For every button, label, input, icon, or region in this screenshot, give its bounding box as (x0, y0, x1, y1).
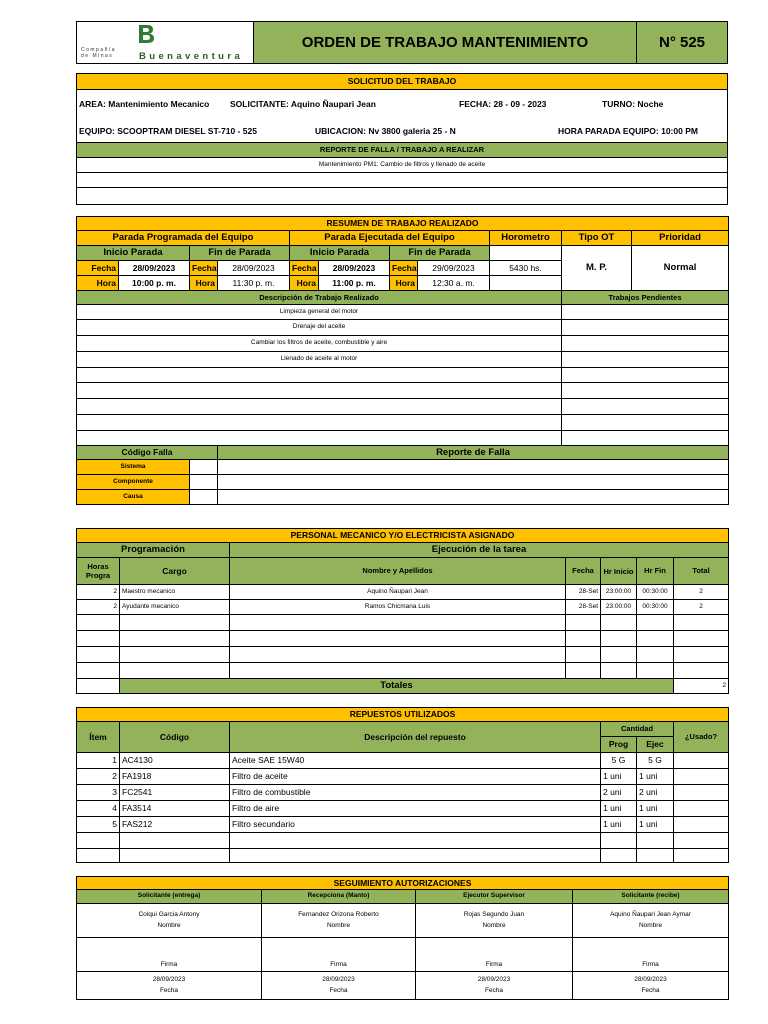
totales-value: 2 (674, 679, 729, 694)
reporte-line (77, 172, 727, 173)
role-recepciona: Recepciona (Manto) (262, 890, 416, 904)
header (76, 21, 728, 64)
personal-table (76, 528, 729, 694)
ejec-fin-fecha: 29/09/2023 (418, 261, 490, 276)
hr-inicio-header: Hr Inicio (601, 558, 637, 585)
trabajo-item: Llenado de aceite al motor (77, 352, 562, 368)
solicitud-section (76, 73, 728, 205)
fecha-label: Fecha (290, 261, 319, 276)
turno-field: TURNO: Noche (602, 99, 664, 109)
codigo-header: Código (120, 722, 230, 753)
ejec-inicio-header: Inicio Parada (290, 246, 390, 261)
cantidad-header: Cantidad (601, 722, 674, 737)
signature-field[interactable]: Firma (77, 938, 262, 972)
programacion-header: Programación (77, 543, 230, 558)
document-title: ORDEN DE TRABAJO MANTENIMIENTO (254, 22, 637, 63)
prog-header: Prog (601, 737, 637, 753)
table-row: 2 FA1918 Filtro de aceite 1 uni 1 uni (77, 769, 729, 785)
tipo-ot-header: Tipo OT (562, 231, 632, 246)
ejecucion-header: Ejecución de la tarea (230, 543, 729, 558)
horometro-header: Horometro (490, 231, 562, 246)
prog-fin-header: Fin de Parada (190, 246, 290, 261)
role-ejecutor: Ejecutor Supervisor (416, 890, 573, 904)
fecha-field: FECHA: 28 - 09 - 2023 (459, 99, 547, 109)
pendientes-header: Trabajos Pendientes (562, 291, 729, 305)
usado-header: ¿Usado? (674, 722, 729, 753)
total-header: Total (674, 558, 729, 585)
prog-inicio-header: Inicio Parada (77, 246, 190, 261)
ejec-fin-header: Fin de Parada (390, 246, 490, 261)
fecha-header: Fecha (566, 558, 601, 585)
fecha-label: Fecha (390, 261, 418, 276)
fecha-label: Fecha (77, 261, 119, 276)
seguimiento-table (76, 876, 729, 1000)
equipo-field: EQUIPO: SCOOPTRAM DIESEL ST-710 - 525 (79, 126, 257, 136)
solicitud-heading: SOLICITUD DEL TRABAJO (77, 74, 727, 90)
prog-fin-fecha: 28/09/2023 (218, 261, 290, 276)
prioridad-value: Normal (632, 246, 729, 291)
trabajo-item: Limpieza general del motor (77, 305, 562, 320)
signature-field[interactable]: Firma (573, 938, 729, 972)
componente-label: Componente (77, 475, 190, 490)
cargo-header: Cargo (120, 558, 230, 585)
signer-name: Colqui Garcia Antony Nombre (77, 904, 262, 938)
ejec-inicio-fecha: 28/09/2023 (319, 261, 390, 276)
ejec-fin-hora: 12:30 a. m. (418, 276, 490, 291)
prog-inicio-fecha: 28/09/2023 (119, 261, 190, 276)
programada-header: Parada Programada del Equipo (77, 231, 290, 246)
reporte-heading: REPORTE DE FALLA / TRABAJO A REALIZAR (77, 142, 727, 158)
tipo-ot-value: M. P. (562, 246, 632, 291)
company-small-text: Compañía de Minas (81, 47, 117, 59)
prog-inicio-hora: 10:00 p. m. (119, 276, 190, 291)
ejec-header: Ejec (637, 737, 674, 753)
hr-fin-header: Hr Fin (637, 558, 674, 585)
area-field: AREA: Mantenimiento Mecanico (79, 99, 210, 109)
brand-logo-icon (137, 24, 155, 44)
hora-label: Hora (77, 276, 119, 291)
seguimiento-heading: SEGUIMIENTO AUTORIZACIONES (77, 877, 729, 890)
nombre-header: Nombre y Apellidos (230, 558, 566, 585)
reporte-text: Mantenimiento PM1: Cambio de filtros y llenado de aceite (318, 161, 486, 168)
prioridad-header: Prioridad (632, 231, 729, 246)
ejecutada-header: Parada Ejecutada del Equipo (290, 231, 490, 246)
resumen-table (76, 216, 729, 505)
sign-date: 28/09/2023 Fecha (573, 972, 729, 1000)
signer-name: Aquino Ñaupari Jean Aymar Nombre (573, 904, 729, 938)
table-row: 2 Maestro mecanico Aquino Ñaupari Jean 28-Set 23:00:00 00:30:00 2 (77, 585, 729, 600)
table-row: 5 FAS212 Filtro secundario 1 uni 1 uni (77, 817, 729, 833)
hora-label: Hora (390, 276, 418, 291)
sign-date: 28/09/2023 Fecha (416, 972, 573, 1000)
codigo-falla-header: Código Falla (77, 446, 218, 460)
hora-label: Hora (190, 276, 218, 291)
role-solicitante-recibe: Solicitante (recibe) (573, 890, 729, 904)
logo-area (77, 22, 254, 63)
repuestos-table (76, 707, 729, 863)
item-header: Ítem (77, 722, 120, 753)
horometro-value: 5430 hs. (490, 261, 562, 276)
hora-label: Hora (290, 276, 319, 291)
table-row: 4 FA3514 Filtro de aire 1 uni 1 uni (77, 801, 729, 817)
descripcion-header: Descripción del repuesto (230, 722, 601, 753)
personal-heading: PERSONAL MECANICO Y/O ELECTRICISTA ASIGNADO (77, 529, 729, 543)
horometro-blank (490, 246, 562, 261)
role-solicitante-entrega: Solicitante (entrega) (77, 890, 262, 904)
reporte-line (77, 187, 727, 188)
totales-label: Totales (120, 679, 674, 694)
resumen-heading: RESUMEN DE TRABAJO REALIZADO (77, 217, 729, 231)
signature-field[interactable]: Firma (262, 938, 416, 972)
sistema-label: Sistema (77, 460, 190, 475)
order-number: N° 525 (637, 22, 727, 63)
table-row: 2 Ayudante mecanico Ramos Chicmana Luis 28-Set 23:00:00 00:30:00 2 (77, 600, 729, 615)
repuestos-heading: REPUESTOS UTILIZADOS (77, 708, 729, 722)
trabajo-item: Drenaje del aceite (77, 320, 562, 336)
causa-label: Causa (77, 490, 190, 505)
sign-date: 28/09/2023 Fecha (262, 972, 416, 1000)
table-row: 1 AC4130 Aceite SAE 15W40 5 G 5 G (77, 753, 729, 769)
horometro-blank (490, 276, 562, 291)
sign-date: 28/09/2023 Fecha (77, 972, 262, 1000)
prog-fin-hora: 11:30 p. m. (218, 276, 290, 291)
signature-field[interactable]: Firma (416, 938, 573, 972)
descripcion-header: Descripción de Trabajo Realizado (77, 291, 562, 305)
signer-name: Fernandez Orizona Roberto Nombre (262, 904, 416, 938)
table-row: 3 FC2541 Filtro de combustible 2 uni 2 uni (77, 785, 729, 801)
solicitante-field: SOLICITANTE: Aquino Ñaupari Jean (230, 99, 376, 109)
ubicacion-field: UBICACION: Nv 3800 galeria 25 - N (315, 126, 456, 136)
reporte-falla-header: Reporte de Falla (218, 446, 729, 460)
brand-name: Buenaventura (139, 51, 244, 62)
fecha-label: Fecha (190, 261, 218, 276)
signer-name: Rojas Segundo Juan Nombre (416, 904, 573, 938)
trabajo-item: Cambiar los filtros de aceite, combustible y aire (77, 336, 562, 352)
ejec-inicio-hora: 11:00 p. m. (319, 276, 390, 291)
hora-parada-field: HORA PARADA EQUIPO: 10:00 PM (558, 126, 698, 136)
horas-progra-header: Horas Progra (77, 558, 120, 585)
